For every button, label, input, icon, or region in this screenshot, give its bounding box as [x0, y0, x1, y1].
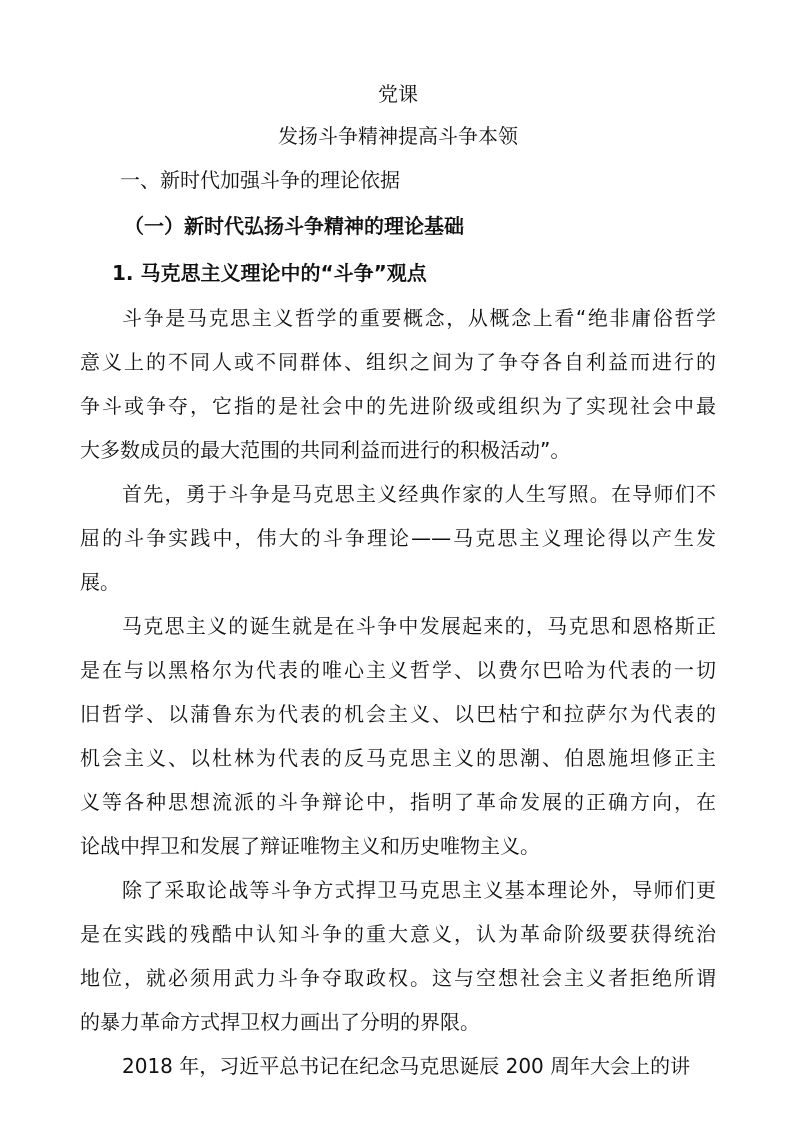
paragraph	[80, 472, 716, 604]
document-subtitle: 发扬斗争精神提高斗争本领	[278, 124, 518, 148]
paragraph-line: 意义上的不同人或不同群体、组织之间为了争夺各自利益而进行的	[80, 350, 716, 374]
paragraph-line: 2018 年，习近平总书记在纪念马克思诞辰 200 周年大会上的讲	[122, 1054, 691, 1078]
paragraph-line: 是在与以黑格尔为代表的唯心主义哲学、以费尔巴哈为代表的一切	[80, 658, 716, 682]
document-title: 党课	[378, 82, 418, 106]
paragraph-line: 除了采取论战等斗争方式捍卫马克思主义基本理论外，导师们更	[122, 878, 716, 902]
paragraph-line: 大多数成员的最大范围的共同利益而进行的积极活动”。	[80, 438, 571, 462]
paragraph-line: 是在实践的残酷中认知斗争的重大意义，认为革命阶级要获得统治	[80, 922, 716, 946]
paragraph	[80, 604, 716, 868]
subsection-heading: （一）新时代弘扬斗争精神的理论基础	[124, 214, 464, 238]
paragraph-line: 展。	[80, 570, 120, 594]
paragraph-line: 论战中捍卫和发展了辩证唯物主义和历史唯物主义。	[80, 834, 540, 858]
paragraph-line: 旧哲学、以蒲鲁东为代表的机会主义、以巴枯宁和拉萨尔为代表的	[80, 702, 716, 726]
paragraph-line: 马克思主义的诞生就是在斗争中发展起来的，马克思和恩格斯正	[122, 614, 716, 638]
point-heading: 1. 马克思主义理论中的“斗争”观点	[112, 261, 427, 285]
document-page	[80, 74, 716, 1088]
paragraph	[80, 868, 716, 1044]
paragraph-line: 争斗或争夺，它指的是社会中的先进阶级或组织为了实现社会中最	[80, 394, 716, 418]
body-text	[80, 296, 716, 1088]
paragraph-line: 斗争是马克思主义哲学的重要概念，从概念上看“绝非庸俗哲学	[122, 306, 716, 330]
paragraph-line: 机会主义、以杜林为代表的反马克思主义的思潮、伯恩施坦修正主	[80, 746, 716, 770]
paragraph-line: 的暴力革命方式捍卫权力画出了分明的界限。	[80, 1010, 480, 1034]
paragraph	[80, 296, 716, 472]
paragraph-line: 义等各种思想流派的斗争辩论中，指明了革命发展的正确方向，在	[80, 790, 716, 814]
paragraph-line: 地位，就必须用武力斗争夺取政权。这与空想社会主义者拒绝所谓	[80, 966, 716, 990]
paragraph	[80, 1044, 716, 1088]
paragraph-line: 首先，勇于斗争是马克思主义经典作家的人生写照。在导师们不	[122, 482, 716, 506]
paragraph-line: 屈的斗争实践中，伟大的斗争理论——马克思主义理论得以产生发	[80, 526, 716, 550]
section-heading: 一、新时代加强斗争的理论依据	[120, 168, 400, 192]
